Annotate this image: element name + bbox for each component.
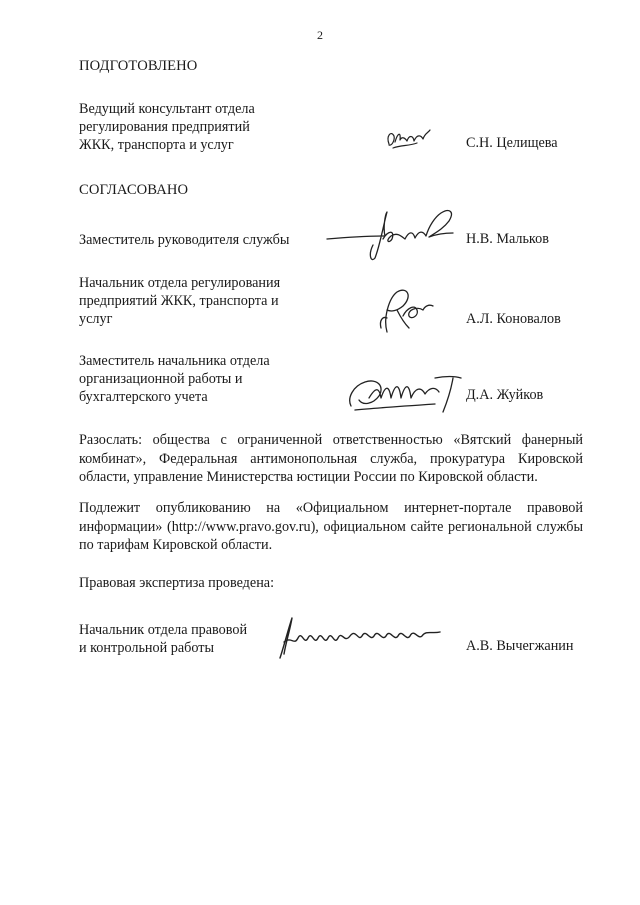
prepared-position: Ведущий консультант отдела регулирования предприятий ЖКК, транспорта и услуг <box>79 101 255 153</box>
legal-review-name: А.В. Вычегжанин <box>466 638 574 654</box>
distribution-paragraph: Разослать: общества с ограниченной ответственностью «Вятский фанерный комбинат», Федеральная антимонопольная служба, прокуратура Кировской области, управление Министерства юстиции России по Кировской области. <box>79 432 583 485</box>
signer-position-malkov: Заместитель руководителя службы <box>79 232 290 248</box>
signer-position-zhuikov: Заместитель начальника отдела организационной работы и бухгалтерского учета <box>79 353 270 405</box>
signer-name-zhuikov: Д.А. Жуйков <box>466 387 544 403</box>
signer-name-konovalov: А.Л. Коновалов <box>466 311 561 327</box>
signature-malkov <box>325 203 465 263</box>
legal-review-statement: Правовая экспертиза проведена: <box>79 575 275 591</box>
publication-paragraph: Подлежит опубликованию на «Официальном интернет-портале правовой информации» (http://www.pravo.gov.ru), официальном сайте региональной службы по тарифам Кировской области. <box>79 500 583 553</box>
signer-position-konovalov: Начальник отдела регулирования предприятий ЖКК, транспорта и услуг <box>79 275 281 327</box>
signature-tselishcheva <box>383 124 433 154</box>
signer-name-malkov: Н.В. Мальков <box>466 231 549 247</box>
prepared-name: С.Н. Целищева <box>466 135 558 151</box>
legal-review-position: Начальник отдела правовой и контрольной работы <box>79 622 248 656</box>
signature-zhuikov <box>345 368 463 418</box>
agreed-heading: СОГЛАСОВАНО <box>79 182 189 198</box>
prepared-heading: ПОДГОТОВЛЕНО <box>79 58 198 74</box>
signature-konovalov <box>373 288 443 338</box>
signature-vychegzhanin <box>276 612 446 662</box>
page-number: 2 <box>317 28 323 42</box>
